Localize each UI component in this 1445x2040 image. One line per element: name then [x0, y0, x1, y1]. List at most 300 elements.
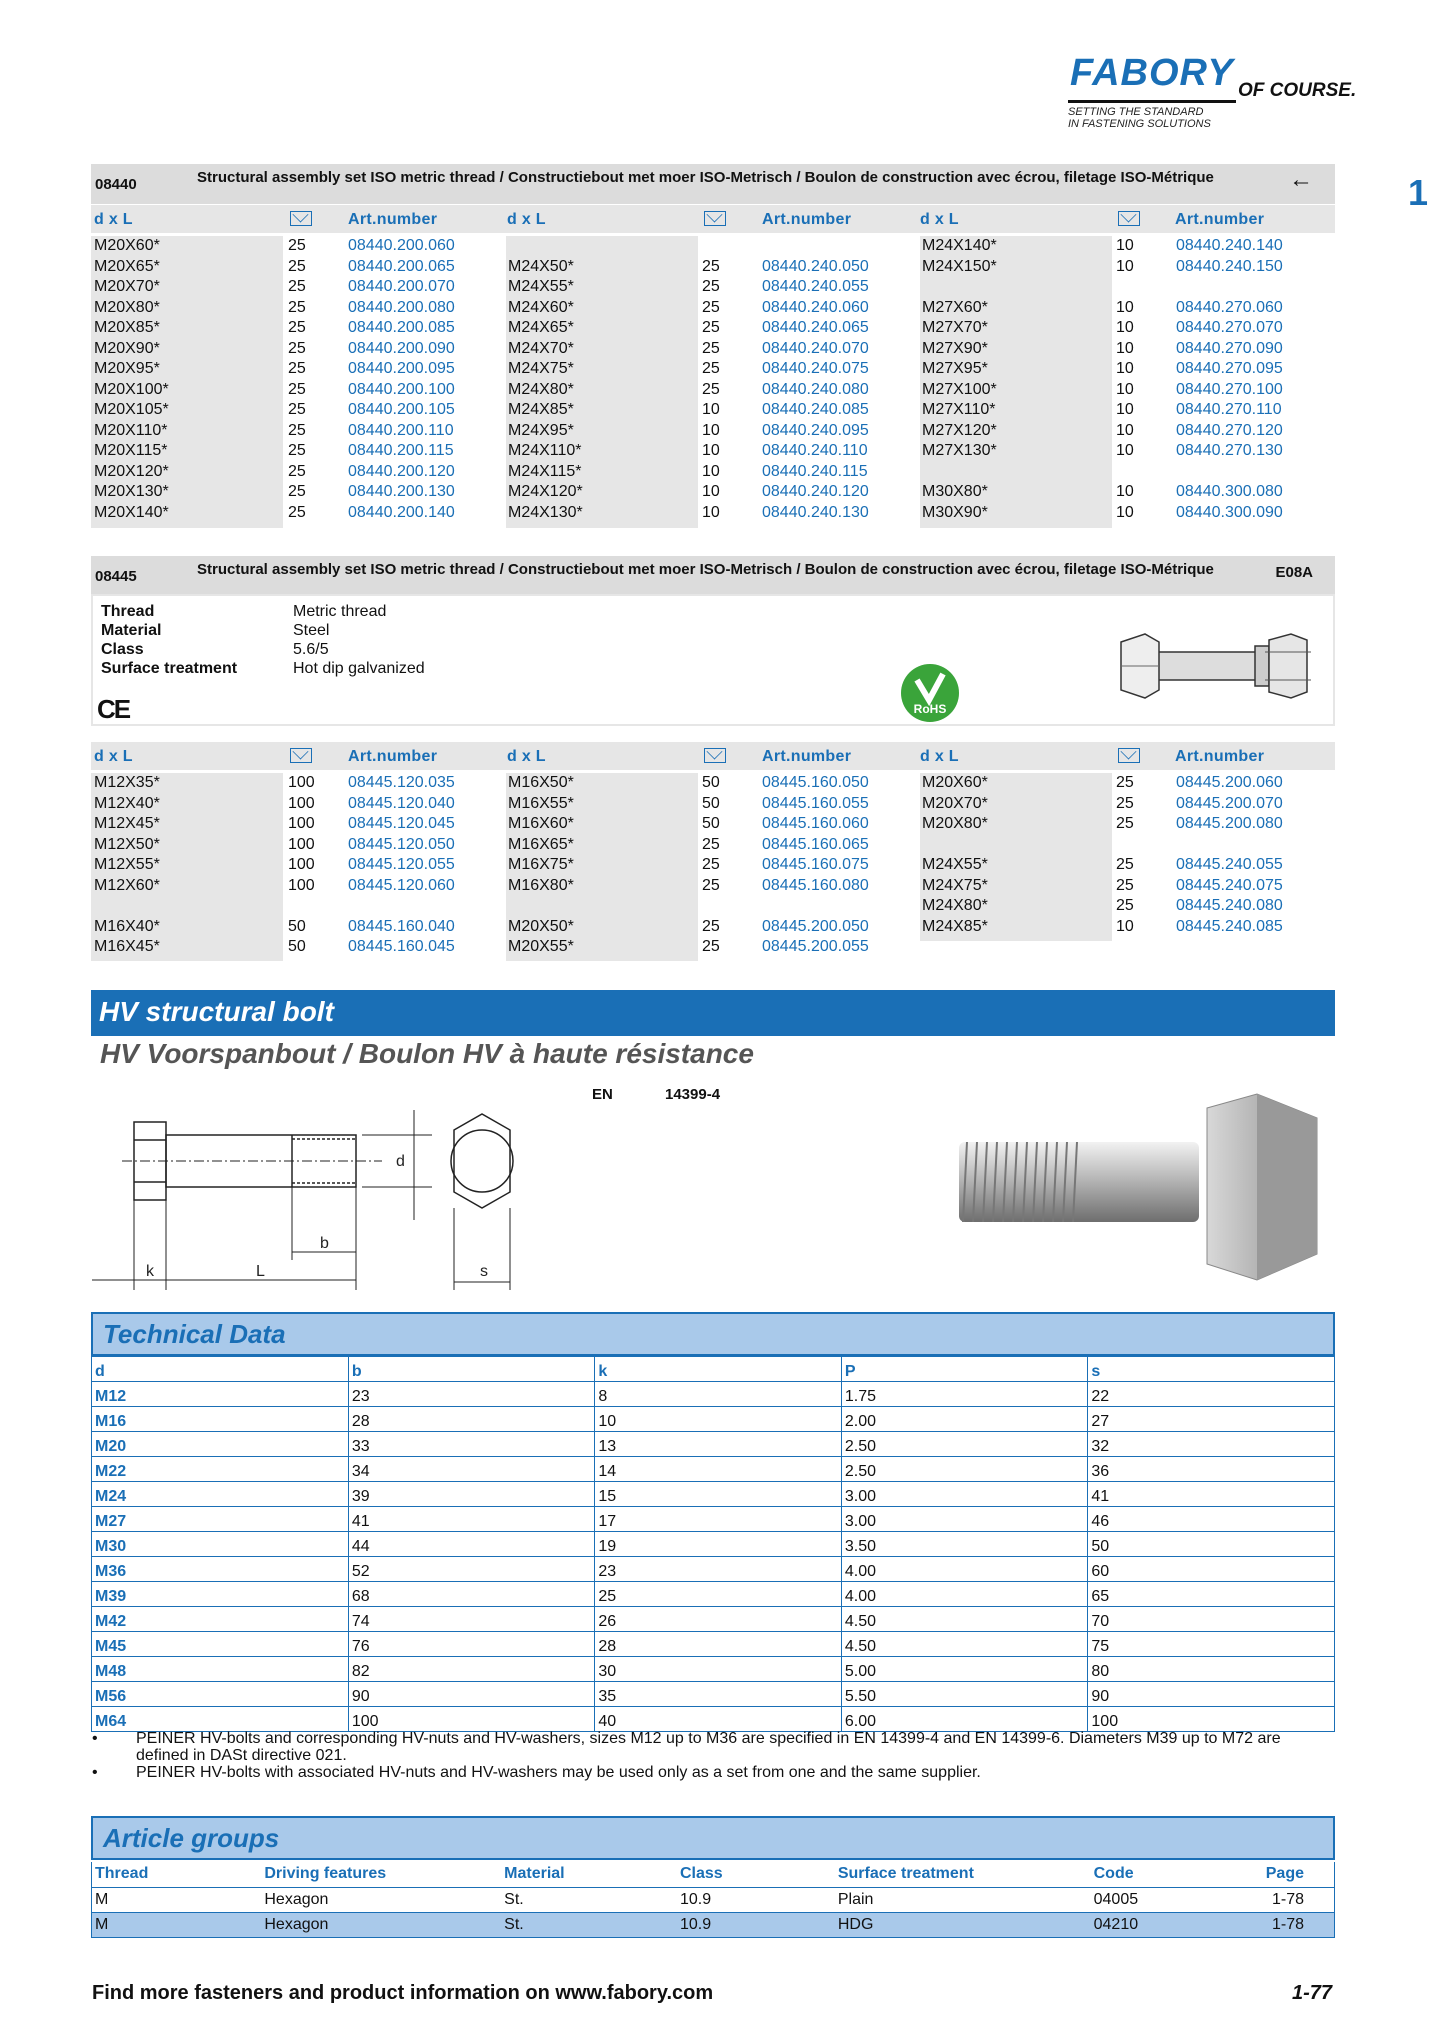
product-dxl: M20X90* — [94, 339, 160, 357]
col-header-dxl-2: d x L — [507, 748, 546, 765]
table-row[interactable] — [92, 1912, 1335, 1937]
product-quantity: 10 — [1116, 298, 1134, 316]
product-dxl: M12X40* — [94, 794, 160, 812]
product-dxl: M20X100* — [94, 380, 169, 398]
article-number-link[interactable]: 08445.200.070 — [1176, 794, 1283, 812]
table-cell: 30 — [595, 1657, 842, 1682]
article-groups-header: Article groups — [91, 1816, 1335, 1860]
table-cell: 68 — [348, 1582, 595, 1607]
product-quantity: 25 — [702, 278, 720, 295]
column-header: P — [841, 1357, 1088, 1382]
packaging-mail-icon — [704, 748, 726, 763]
table-cell: 33 — [348, 1432, 595, 1457]
article-number-link[interactable]: 08445.160.050 — [762, 774, 869, 791]
section-title: Structural assembly set ISO metric thread / Constructiebout met moer ISO-Metrisch / Boulon de construction avec écrou, filetage ISO-Métrique — [197, 169, 1214, 186]
product-quantity: 25 — [702, 360, 720, 377]
table-cell: M64 — [92, 1707, 349, 1732]
article-number-link[interactable]: 08440.200.070 — [348, 278, 455, 295]
table-cell: 34 — [348, 1457, 595, 1482]
section-08445-column-header — [91, 742, 1335, 770]
table-row — [92, 1532, 1335, 1557]
article-number-link[interactable]: 08440.270.130 — [1176, 442, 1283, 459]
table-cell: 80 — [1088, 1657, 1335, 1682]
table-cell: St. — [501, 1887, 677, 1912]
table-row — [92, 1507, 1335, 1532]
footer-text[interactable]: Find more fasteners and product information on www.fabory.com — [92, 1982, 714, 2004]
section-title: Structural assembly set ISO metric thread / Constructiebout met moer ISO-Metrisch / Boulon de construction avec écrou, filetage ISO-Métrique — [197, 561, 1214, 578]
product-quantity: 25 — [702, 835, 720, 853]
article-number-link[interactable]: 08440.270.110 — [1176, 401, 1282, 418]
product-dxl: M20X55* — [508, 938, 574, 955]
product-quantity: 25 — [288, 462, 306, 480]
article-number-link[interactable]: 08440.240.130 — [762, 503, 869, 521]
table-row[interactable] — [92, 1887, 1335, 1912]
table-cell: 4.50 — [841, 1632, 1088, 1657]
product-dxl: M20X70* — [922, 794, 988, 812]
product-quantity: 25 — [288, 503, 306, 521]
table-row — [92, 1582, 1335, 1607]
table-cell: 4.00 — [841, 1582, 1088, 1607]
product-quantity: 25 — [702, 257, 720, 275]
article-number-link[interactable]: 08440.240.070 — [762, 339, 869, 357]
table-cell: 5.00 — [841, 1657, 1088, 1682]
product-quantity: 25 — [288, 442, 306, 459]
table-cell: M36 — [92, 1557, 349, 1582]
product-quantity: 50 — [702, 815, 720, 832]
rohs-badge-icon — [899, 662, 961, 724]
product-quantity: 10 — [1116, 421, 1134, 439]
article-number-link[interactable]: 08440.240.075 — [762, 360, 869, 377]
table-cell: 76 — [348, 1632, 595, 1657]
table-cell: M — [92, 1912, 262, 1937]
product-dxl: M20X80* — [94, 298, 160, 316]
table-cell: 41 — [1088, 1482, 1335, 1507]
article-number-link[interactable]: 08445.160.065 — [762, 835, 869, 853]
table-row — [92, 1382, 1335, 1407]
article-number-link[interactable]: 08440.200.100 — [348, 380, 455, 398]
drawing-label-d: d — [396, 1153, 405, 1170]
product-quantity: 25 — [288, 421, 306, 439]
bullet: • — [92, 1730, 98, 1747]
article-number-link[interactable]: 08440.240.110 — [762, 442, 868, 459]
property-label: Thread — [101, 603, 155, 620]
table-cell: 36 — [1088, 1457, 1335, 1482]
article-number-link[interactable]: 08445.120.055 — [348, 856, 455, 873]
table-cell: 90 — [1088, 1682, 1335, 1707]
table-cell: 74 — [348, 1607, 595, 1632]
product-dxl: M16X55* — [508, 794, 574, 812]
product-quantity: 25 — [288, 319, 306, 336]
product-quantity: 50 — [288, 917, 306, 935]
table-cell: 44 — [348, 1532, 595, 1557]
product-dxl: M20X115* — [94, 442, 168, 459]
product-dxl: M24X55* — [922, 856, 988, 873]
product-dxl: M16X75* — [508, 856, 574, 873]
table-cell: 41 — [348, 1507, 595, 1532]
product-dxl: M27X110* — [922, 401, 996, 418]
table-cell: 2.50 — [841, 1457, 1088, 1482]
table-cell: 8 — [595, 1382, 842, 1407]
article-number-link[interactable]: 08440.240.095 — [762, 421, 869, 439]
article-number-link[interactable]: 08445.160.055 — [762, 794, 869, 812]
article-number-link[interactable]: 08445.120.045 — [348, 815, 455, 832]
product-quantity: 10 — [702, 483, 720, 500]
table-cell: 4.50 — [841, 1607, 1088, 1632]
column-header: Code — [1091, 1862, 1251, 1887]
technical-data-header: Technical Data — [91, 1312, 1335, 1356]
table-row — [92, 1682, 1335, 1707]
product-dxl: M24X115* — [508, 462, 582, 480]
article-number-link[interactable]: 08440.300.080 — [1176, 483, 1283, 500]
product-quantity: 50 — [702, 774, 720, 791]
product-dxl: M12X35* — [94, 774, 160, 791]
article-number-link[interactable]: 08440.240.140 — [1176, 237, 1283, 254]
product-quantity: 10 — [702, 401, 720, 418]
col-header-art-1: Art.number — [348, 211, 438, 228]
packaging-mail-icon — [1118, 748, 1140, 763]
product-dxl: M20X95* — [94, 360, 160, 377]
col-header-art-3: Art.number — [1175, 211, 1265, 228]
table-cell: 46 — [1088, 1507, 1335, 1532]
table-cell: 2.00 — [841, 1407, 1088, 1432]
product-dxl: M16X45* — [94, 938, 160, 955]
product-dxl: M24X120* — [508, 483, 583, 500]
article-number-link[interactable]: 08440.270.120 — [1176, 421, 1283, 439]
table-cell: 40 — [595, 1707, 842, 1732]
logo-tagline-1: SETTING THE STANDARD — [1068, 106, 1204, 118]
packaging-mail-icon — [1118, 211, 1140, 226]
product-quantity: 10 — [1116, 319, 1134, 336]
article-number-link[interactable]: 08445.240.080 — [1176, 897, 1283, 914]
article-groups-table — [91, 1862, 1335, 1938]
table-cell: 100 — [1088, 1707, 1335, 1732]
col-header-art-2: Art.number — [762, 748, 852, 765]
article-number-link[interactable]: 08445.200.050 — [762, 917, 869, 935]
column-header: Driving features — [261, 1862, 501, 1887]
product-dxl: M24X150* — [922, 257, 997, 275]
table-cell: 4.00 — [841, 1557, 1088, 1582]
article-number-link[interactable]: 08440.240.055 — [762, 278, 869, 295]
table-cell: M39 — [92, 1582, 349, 1607]
drawing-label-s: s — [480, 1263, 488, 1280]
article-number-link[interactable]: 08445.160.075 — [762, 856, 869, 873]
product-quantity: 25 — [288, 237, 306, 254]
table-cell: 2.50 — [841, 1432, 1088, 1457]
product-dxl: M20X110* — [94, 421, 168, 439]
article-number-link[interactable]: 08440.200.080 — [348, 298, 455, 316]
product-quantity: 100 — [288, 794, 315, 812]
ce-mark: CE — [97, 694, 130, 724]
article-number-link[interactable]: 08440.240.115 — [762, 462, 868, 480]
product-dxl: M24X80* — [508, 380, 574, 398]
standard-value: 14399-4 — [665, 1086, 721, 1103]
table-cell: Hexagon — [261, 1912, 501, 1937]
article-number-link[interactable]: 08440.200.110 — [348, 421, 454, 439]
product-quantity: 10 — [1116, 503, 1134, 521]
product-dxl: M20X105* — [94, 401, 169, 418]
chapter-number: 1 — [1408, 172, 1429, 213]
logo-slogan: OF COURSE. — [1238, 80, 1357, 101]
article-number-link[interactable]: 08445.160.080 — [762, 876, 869, 894]
product-dxl: M24X60* — [508, 298, 574, 316]
product-dxl: M24X130* — [508, 503, 583, 521]
article-number-link[interactable]: 08440.240.050 — [762, 257, 869, 275]
table-cell: 3.50 — [841, 1532, 1088, 1557]
property-value: 5.6/5 — [293, 641, 329, 658]
product-dxl: M16X60* — [508, 815, 574, 832]
product-dxl: M20X60* — [922, 774, 988, 791]
packaging-mail-icon — [290, 748, 312, 763]
column-header: d — [92, 1357, 349, 1382]
article-number-link[interactable]: 08440.240.080 — [762, 380, 869, 398]
table-cell: 39 — [348, 1482, 595, 1507]
article-number-link[interactable]: 08440.270.060 — [1176, 298, 1283, 316]
table-cell: M12 — [92, 1382, 349, 1407]
table-cell: HDG — [835, 1912, 1091, 1937]
product-quantity: 25 — [288, 298, 306, 316]
product-quantity: 10 — [1116, 237, 1134, 254]
table-header-row — [92, 1357, 1335, 1382]
article-number-link[interactable]: 08440.300.090 — [1176, 503, 1283, 521]
product-quantity: 25 — [1116, 815, 1134, 832]
col-header-dxl-3: d x L — [920, 748, 959, 765]
article-number-link[interactable]: 08440.270.095 — [1176, 360, 1283, 377]
drawing-label-k: k — [146, 1263, 154, 1280]
article-number-link[interactable]: 08440.200.095 — [348, 360, 455, 377]
col-header-dxl-1: d x L — [94, 748, 133, 765]
column-header: b — [348, 1357, 595, 1382]
article-number-link[interactable]: 08440.270.070 — [1176, 319, 1283, 336]
table-cell: 50 — [1088, 1532, 1335, 1557]
table-row — [92, 1407, 1335, 1432]
product-quantity: 25 — [288, 360, 306, 377]
table-cell: Plain — [835, 1887, 1091, 1912]
article-number-link[interactable]: 08445.200.055 — [762, 938, 869, 955]
table-cell: 10.9 — [677, 1887, 835, 1912]
article-number-link[interactable]: 08440.200.060 — [348, 237, 455, 254]
product-dxl: M24X80* — [922, 897, 988, 914]
product-dxl: M12X60* — [94, 876, 160, 894]
product-dxl: M12X45* — [94, 815, 160, 832]
product-dxl: M24X110* — [508, 442, 582, 459]
back-arrow-icon[interactable]: ← — [1289, 166, 1313, 193]
section-08445-header — [91, 556, 1335, 596]
product-quantity: 25 — [288, 401, 306, 418]
product-quantity: 10 — [1116, 483, 1134, 500]
article-number-link[interactable]: 08440.200.085 — [348, 319, 455, 336]
article-number-link[interactable]: 08445.160.045 — [348, 938, 455, 955]
table-cell: 22 — [1088, 1382, 1335, 1407]
table-cell: 35 — [595, 1682, 842, 1707]
table-cell: 3.00 — [841, 1482, 1088, 1507]
col-header-dxl-2: d x L — [507, 211, 546, 228]
article-number-link[interactable]: 08440.200.105 — [348, 401, 455, 418]
article-number-link[interactable]: 08440.240.150 — [1176, 257, 1283, 275]
table-cell: M48 — [92, 1657, 349, 1682]
product-dxl: M16X50* — [508, 774, 574, 791]
table-row — [92, 1632, 1335, 1657]
product-dxl: M16X40* — [94, 917, 160, 935]
table-cell: 70 — [1088, 1607, 1335, 1632]
bolt-nut-assembly-image — [1115, 626, 1315, 706]
table-cell: 10 — [595, 1407, 842, 1432]
property-label: Material — [101, 622, 162, 639]
logo-brand: FABORY — [1070, 52, 1234, 94]
table-cell: 6.00 — [841, 1707, 1088, 1732]
product-dxl: M27X60* — [922, 298, 988, 316]
product-dxl: M12X50* — [94, 835, 160, 853]
technical-data-table — [91, 1356, 1335, 1732]
property-label: Surface treatment — [101, 660, 238, 677]
table-cell: 15 — [595, 1482, 842, 1507]
product-quantity: 25 — [1116, 774, 1134, 791]
product-quantity: 100 — [288, 856, 315, 873]
product-quantity: 25 — [288, 339, 306, 357]
table-cell: 25 — [595, 1582, 842, 1607]
article-number-link[interactable]: 08445.120.035 — [348, 774, 455, 791]
table-cell: M27 — [92, 1507, 349, 1532]
note-text: PEINER HV-bolts and corresponding HV-nuts and HV-washers, sizes M12 up to M36 are specified in EN 14399-4 and EN 14399-6. Diameters M39 up to M72 are defined in DASt directive 021. — [136, 1730, 1281, 1764]
article-number-link[interactable]: 08440.200.090 — [348, 339, 455, 357]
table-cell: 32 — [1088, 1432, 1335, 1457]
column-header: Material — [501, 1862, 677, 1887]
table-cell: 90 — [348, 1682, 595, 1707]
product-dxl: M27X100* — [922, 380, 997, 398]
product-quantity: 10 — [1116, 257, 1134, 275]
packaging-mail-icon — [704, 211, 726, 226]
table-cell: 19 — [595, 1532, 842, 1557]
column-header: s — [1088, 1357, 1335, 1382]
product-dxl: M24X65* — [508, 319, 574, 336]
product-quantity: 25 — [702, 298, 720, 316]
article-number-link[interactable]: 08440.240.085 — [762, 401, 869, 418]
product-dxl: M24X50* — [508, 257, 574, 275]
table-row — [92, 1557, 1335, 1582]
bolt-technical-drawing — [92, 1100, 542, 1300]
packaging-mail-icon — [290, 211, 312, 226]
article-number-link[interactable]: 08445.160.040 — [348, 917, 455, 935]
table-cell: 3.00 — [841, 1507, 1088, 1532]
product-quantity: 10 — [1116, 917, 1134, 935]
product-quantity: 25 — [288, 278, 306, 295]
table-cell: 28 — [595, 1632, 842, 1657]
section-08440-header — [91, 164, 1335, 204]
product-quantity: 25 — [288, 483, 306, 500]
article-number-link[interactable]: 08440.240.065 — [762, 319, 869, 336]
article-number-link[interactable]: 08445.200.060 — [1176, 774, 1283, 791]
product-quantity: 100 — [288, 835, 315, 853]
product-dxl: M24X55* — [508, 278, 574, 295]
product-quantity: 10 — [702, 503, 720, 521]
product-quantity: 10 — [1116, 360, 1134, 377]
table-row — [92, 1607, 1335, 1632]
product-quantity: 100 — [288, 774, 315, 791]
article-number-link[interactable]: 08445.160.060 — [762, 815, 869, 832]
drawing-label-b: b — [320, 1235, 329, 1252]
table-cell: M45 — [92, 1632, 349, 1657]
product-quantity: 10 — [702, 442, 720, 459]
table-cell: 10.9 — [677, 1912, 835, 1937]
product-quantity: 100 — [288, 876, 315, 894]
product-dxl: M20X70* — [94, 278, 160, 295]
product-dxl: M27X90* — [922, 339, 988, 357]
product-dxl: M20X130* — [94, 483, 169, 500]
section-ref-code: E08A — [1275, 564, 1313, 581]
table-header-row — [92, 1862, 1335, 1887]
article-number-link[interactable]: 08440.200.120 — [348, 462, 455, 480]
product-dxl: M30X80* — [922, 483, 988, 500]
column-header: Surface treatment — [835, 1862, 1091, 1887]
table-cell: M42 — [92, 1607, 349, 1632]
article-number-link[interactable]: 08445.240.085 — [1176, 917, 1283, 935]
table-cell: 13 — [595, 1432, 842, 1457]
column-header: Class — [677, 1862, 835, 1887]
table-cell: 100 — [348, 1707, 595, 1732]
table-cell: 60 — [1088, 1557, 1335, 1582]
section-code: 08445 — [95, 568, 137, 585]
product-quantity: 10 — [702, 421, 720, 439]
logo-tagline — [1068, 106, 1211, 130]
note-text: PEINER HV-bolts with associated HV-nuts and HV-washers may be used only as a set from one and the same supplier. — [136, 1764, 981, 1781]
article-number-link[interactable]: 08445.120.040 — [348, 794, 455, 812]
table-cell: 04005 — [1091, 1887, 1251, 1912]
article-number-link[interactable]: 08445.120.060 — [348, 876, 455, 894]
product-quantity: 25 — [702, 319, 720, 336]
table-cell: 27 — [1088, 1407, 1335, 1432]
product-dxl: M12X55* — [94, 856, 160, 873]
table-row — [92, 1457, 1335, 1482]
article-number-link[interactable]: 08440.270.100 — [1176, 380, 1283, 398]
col-header-art-3: Art.number — [1175, 748, 1265, 765]
fabory-logo — [1068, 52, 1368, 132]
article-number-link[interactable]: 08440.200.115 — [348, 442, 454, 459]
table-cell: 28 — [348, 1407, 595, 1432]
property-label: Class — [101, 641, 144, 658]
rohs-label: RoHS — [913, 702, 947, 716]
product-quantity: 10 — [1116, 442, 1134, 459]
article-number-link[interactable]: 08445.200.080 — [1176, 815, 1283, 832]
col-header-dxl-3: d x L — [920, 211, 959, 228]
table-cell: M — [92, 1887, 262, 1912]
article-number-link[interactable]: 08445.120.050 — [348, 835, 455, 853]
product-quantity: 25 — [1116, 897, 1134, 914]
table-cell: 5.50 — [841, 1682, 1088, 1707]
drawing-label-L: L — [256, 1263, 265, 1280]
logo-tagline-2: IN FASTENING SOLUTIONS — [1068, 118, 1211, 130]
article-number-link[interactable]: 08445.240.055 — [1176, 856, 1283, 873]
product-quantity: 10 — [702, 462, 720, 480]
standard-label: EN — [592, 1086, 613, 1103]
hv-bolt-photo — [945, 1088, 1330, 1288]
table-cell: M16 — [92, 1407, 349, 1432]
article-number-link[interactable]: 08440.200.065 — [348, 257, 455, 275]
product-dxl: M20X85* — [94, 319, 160, 336]
article-number-link[interactable]: 08440.240.120 — [762, 483, 869, 500]
table-cell: 26 — [595, 1607, 842, 1632]
article-number-link[interactable]: 08440.200.140 — [348, 503, 455, 521]
table-row — [92, 1657, 1335, 1682]
article-number-link[interactable]: 08440.270.090 — [1176, 339, 1283, 357]
product-quantity: 50 — [702, 794, 720, 812]
table-cell: 82 — [348, 1657, 595, 1682]
article-number-link[interactable]: 08440.240.060 — [762, 298, 869, 316]
article-number-link[interactable]: 08445.240.075 — [1176, 876, 1283, 894]
article-number-link[interactable]: 08440.200.130 — [348, 483, 455, 500]
product-dxl: M24X75* — [508, 360, 574, 377]
section-code: 08440 — [95, 176, 137, 193]
table-row — [92, 1707, 1335, 1732]
table-cell: 04210 — [1091, 1912, 1251, 1937]
